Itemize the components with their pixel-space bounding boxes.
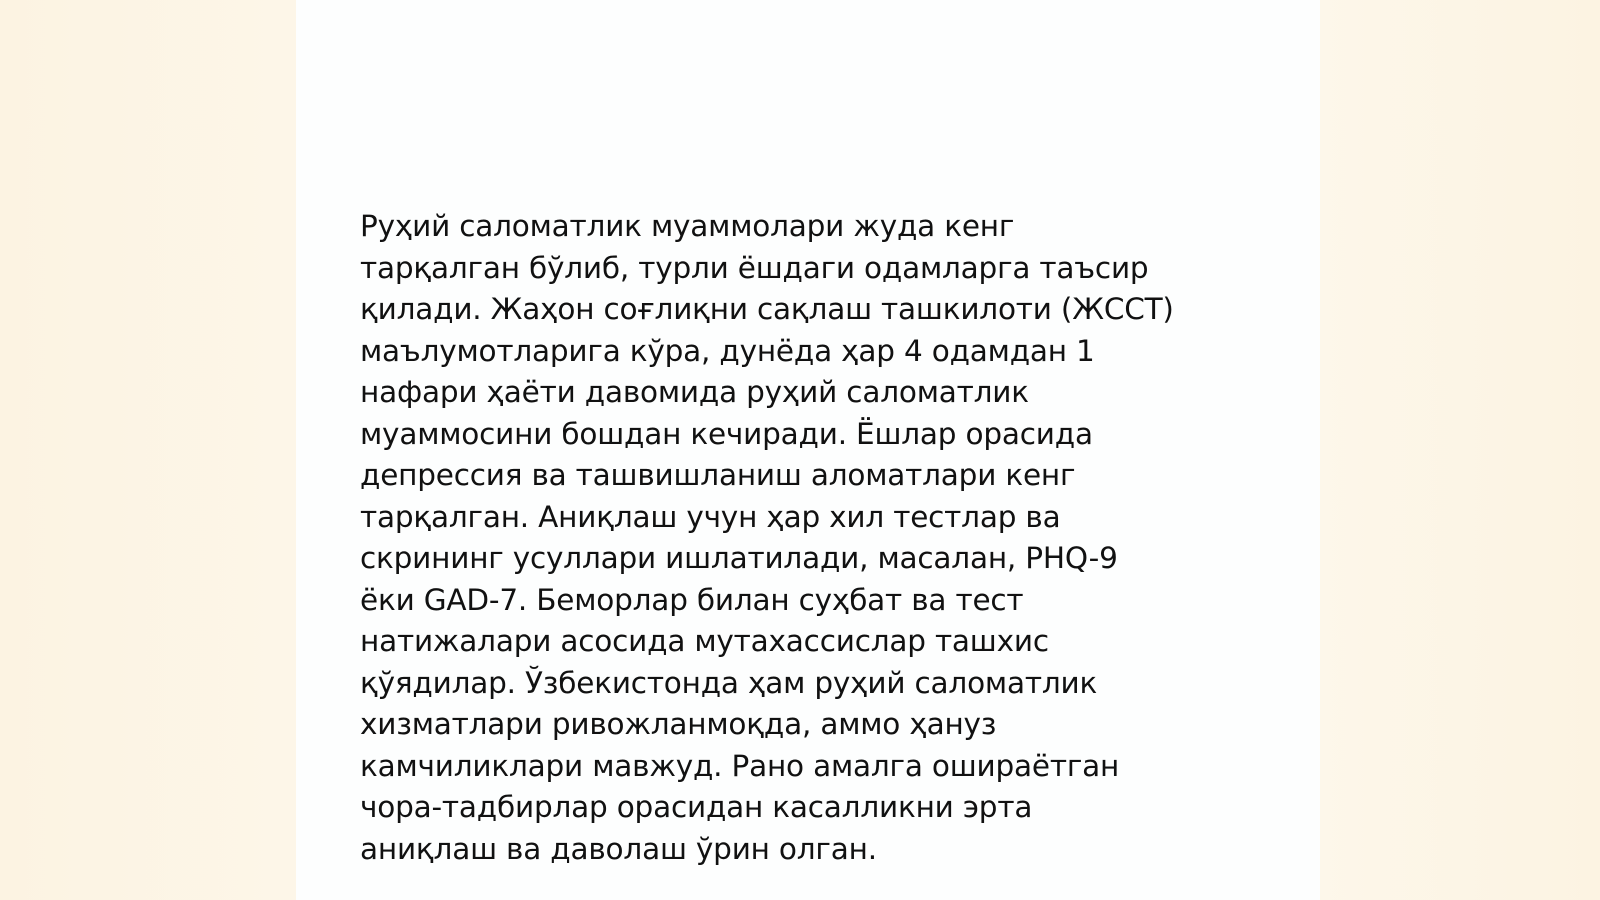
text-line: қўядилар. Ўзбекистонда ҳам руҳий саломатлик (360, 665, 1098, 700)
text-line: чора-тадбирлар орасидан касалликни эрта (360, 790, 1033, 824)
text-line: камчиликлари мавжуд. Рано амалга ошираётган (360, 748, 1120, 783)
text-line: натижалари асосида мутахассислар ташхис (360, 624, 1049, 658)
text-line: ёки GAD-7. Беморлар билан суҳбат ва тест (360, 582, 1024, 617)
document-page (296, 0, 1320, 900)
text-line: тарқалган бўлиб, турли ёшдаги одамларга таъсир (360, 250, 1149, 285)
text-line: аниқлаш ва даволаш ўрин олган. (360, 831, 877, 866)
text-line: скрининг усуллари ишлатилади, масалан, PHQ-9 (360, 541, 1118, 575)
body-paragraph (360, 206, 1260, 870)
text-line: тарқалган. Аниқлаш учун ҳар хил тестлар ва (360, 499, 1061, 534)
text-line: Руҳий саломатлик муаммолари жуда кенг (360, 209, 1015, 243)
text-line: муаммосини бошдан кечиради. Ёшлар орасида (360, 416, 1093, 451)
text-line: нафари ҳаёти давомида руҳий саломатлик (360, 375, 1029, 409)
text-line: қилади. Жаҳон соғлиқни сақлаш ташкилоти (ЖССТ) (360, 292, 1174, 326)
text-line: депрессия ва ташвишланиш аломатлари кенг (360, 458, 1076, 492)
text-line: хизматлари ривожланмоқда, аммо ҳануз (360, 707, 997, 741)
text-line: маълумотларига кўра, дунёда ҳар 4 одамдан 1 (360, 333, 1095, 368)
